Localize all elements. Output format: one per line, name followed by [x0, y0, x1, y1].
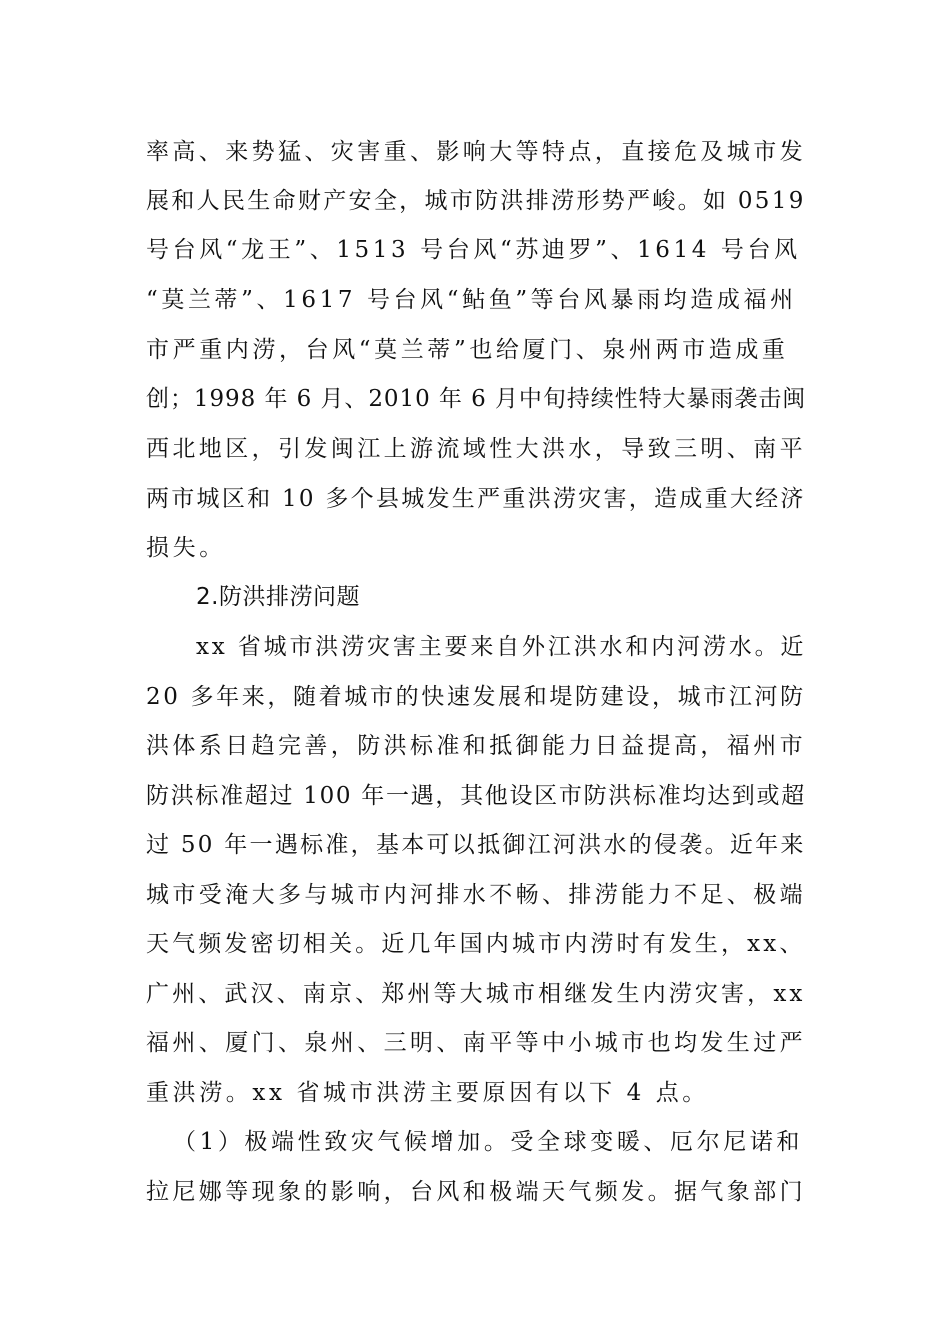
paragraph-line: 20 多年来，随着城市的快速发展和堤防建设，城市江河防 [146, 684, 806, 710]
paragraph-line: 率高、来势猛、灾害重、影响大等特点，直接危及城市发 [146, 139, 806, 165]
paragraph-line: 天气频发密切相关。近几年国内城市内涝时有发生，xx、 [146, 931, 806, 957]
paragraph-line: 损失。 [146, 535, 226, 561]
paragraph-line: 拉尼娜等现象的影响，台风和极端天气频发。据气象部门 [146, 1179, 806, 1205]
paragraph-line: 创；1998 年 6 月、2010 年 6 月中旬持续性特大暴雨袭击闽 [146, 386, 807, 412]
section-heading: 2.防洪排涝问题 [196, 584, 360, 610]
paragraph-line: 西北地区，引发闽江上游流域性大洪水，导致三明、南平 [146, 436, 806, 462]
paragraph-line: 号台风“龙王”、1513 号台风“苏迪罗”、1614 号台风 [146, 237, 801, 263]
paragraph-line: xx 省城市洪涝灾害主要来自外江洪水和内河涝水。近 [196, 634, 807, 660]
paragraph-line: 洪体系日趋完善，防洪标准和抵御能力日益提高，福州市 [146, 733, 806, 759]
paragraph-line: 福州、厦门、泉州、三明、南平等中小城市也均发生过严 [146, 1030, 806, 1056]
paragraph-line: （1）极端性致灾气候增加。受全球变暖、厄尔尼诺和 [173, 1129, 804, 1155]
paragraph-line: 展和人民生命财产安全，城市防洪排涝形势严峻。如 0519 [146, 188, 806, 214]
paragraph-line: 重洪涝。xx 省城市洪涝主要原因有以下 4 点。 [146, 1080, 709, 1106]
paragraph-line: 防洪标准超过 100 年一遇，其他设区市防洪标准均达到或超 [146, 783, 806, 809]
paragraph-line: 广州、武汉、南京、郑州等大城市相继发生内涝灾害，xx [146, 981, 806, 1007]
paragraph-line: 市严重内涝，台风“莫兰蒂”也给厦门、泉州两市造成重 [146, 337, 789, 363]
paragraph-line: 城市受淹大多与城市内河排水不畅、排涝能力不足、极端 [146, 882, 806, 908]
paragraph-line: “莫兰蒂”、1617 号台风“鲇鱼”等台风暴雨均造成福州 [146, 287, 797, 313]
paragraph-line: 两市城区和 10 多个县城发生严重洪涝灾害，造成重大经济 [146, 486, 806, 512]
paragraph-line: 过 50 年一遇标准，基本可以抵御江河洪水的侵袭。近年来 [146, 832, 806, 858]
